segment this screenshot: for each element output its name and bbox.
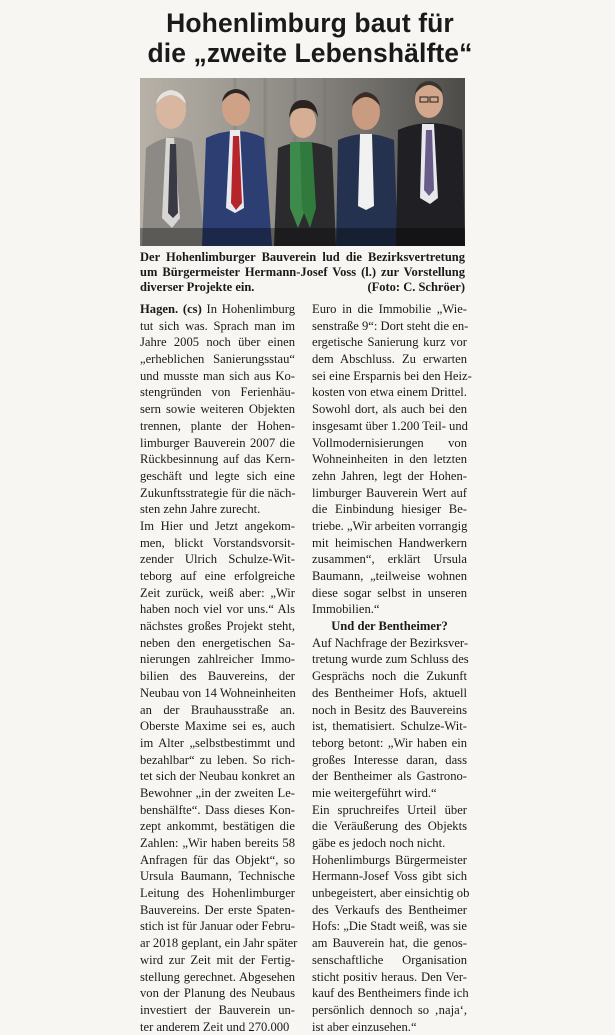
- article-line: und musste man sich aus Ko-: [140, 368, 295, 383]
- article-column-left: [140, 301, 298, 1035]
- article-line: gäbe es jedoch noch nicht.: [312, 836, 446, 850]
- article-line: tut sich was. Sprach man im: [140, 318, 295, 333]
- article-line: investiert der Bauverein un-: [140, 1002, 295, 1017]
- article-line: limburger Bauverein 2007 die: [140, 435, 295, 450]
- article-line: Bewohner „in der zweiten Le-: [140, 785, 295, 800]
- article-line: trennen, plante der Hohen-: [140, 418, 295, 433]
- article-line: Wohneinheiten in den letzten: [312, 452, 467, 467]
- article-line: sten zehn Jahre zurecht.: [140, 502, 261, 517]
- article-line: diese sogar selbst in unseren: [312, 585, 467, 600]
- article-line: Auf Nachfrage der Bezirksver-: [312, 635, 469, 650]
- caption-line-1: Der Hohenlimburger Bauverein lud die Bezirksvertretung: [140, 250, 465, 264]
- article-line-text: In Hohenlimburg: [201, 302, 295, 316]
- caption-line-2: um Bürgermeister Hermann-Josef Voss (l.) zur Vorstellung: [140, 265, 465, 279]
- article-line: teborg auf eine erfolgreiche: [140, 569, 295, 583]
- article-line: stellung gerechnet. Abgesehen: [140, 969, 295, 984]
- article-line: persönlich dennoch so ‚naja‘,: [312, 1002, 467, 1017]
- headline-line-1: Hohenlimburg baut für: [166, 8, 454, 38]
- article-line: sticht positiv heraus. Den Ver-: [312, 969, 467, 984]
- article-line: Ursula Baumann, Technische: [140, 869, 295, 884]
- article-line: Immobilien.“: [312, 602, 380, 617]
- article-line: „erheblichen Sanierungsstau“: [140, 352, 295, 367]
- article-line: bezahlbar“ zu leben. So rich-: [140, 752, 295, 767]
- article-line: mit heimischen Handwerkern: [312, 535, 467, 550]
- article-line: sern sowie weiteren Objekten: [140, 402, 295, 417]
- group-photo: [140, 78, 465, 246]
- article-line: [140, 301, 295, 318]
- article-line: senstraße 9“: Dort steht die en-: [312, 318, 469, 333]
- article-line: im Alter „selbstbestimmt und: [140, 735, 295, 750]
- article-line: Oberste Maxime sei es, auch: [140, 719, 295, 734]
- article-line: Jahre 2005 noch über einen: [140, 335, 295, 350]
- article-line: kauf des Bentheimers finde ich: [312, 986, 469, 1001]
- article-line: des Bentheimer Hofs, aktuell: [312, 685, 467, 700]
- article-line: von der Planung des Neubaus: [140, 986, 295, 1001]
- article-line: nächstes großes Projekt steht,: [140, 619, 295, 634]
- article-line: tet sich der Neubau konkret an: [140, 769, 295, 784]
- article-line: Zahlen: „Wir haben bereits 58: [140, 836, 295, 850]
- article-line: zept ankommt, bestätigen die: [140, 819, 295, 834]
- article-line: zender Ulrich Schulze-Wit-: [140, 552, 295, 567]
- article-line: men, blickt Vorstandsvorsit-: [140, 535, 295, 550]
- article-line: Neubau von 14 Wohneinheiten: [140, 685, 296, 700]
- article-line: benshälfte“. Dass dieses Kon-: [140, 802, 295, 817]
- article-line: Im Hier und Jetzt angekom-: [140, 518, 295, 533]
- article-line: mie weitergeführt wird.“: [312, 785, 437, 800]
- article-line: tretung wurde zum Schluss des: [312, 652, 469, 667]
- article-line: die Einbindung hiesiger Be-: [312, 502, 467, 517]
- article-line: ergetische Sanierung kurz vor: [312, 335, 467, 350]
- article-line: zehn Jahren, legt der Hohen-: [312, 468, 467, 483]
- photo-caption: [140, 250, 465, 295]
- article-line: kosten von etwa einem Drittel.: [312, 385, 467, 400]
- article-line: bilien des Bauvereins, der: [140, 669, 295, 684]
- article-line: der Bentheimer als Gastrono-: [312, 769, 467, 784]
- article-line: Hohenlimburgs Bürgermeister: [312, 852, 467, 867]
- article-line: ter anderem Zeit und 270.000: [140, 1019, 290, 1034]
- article-line: insgesamt über 1.200 Teil- und: [312, 418, 468, 433]
- article-line: am Bauverein hat, die genos-: [312, 936, 467, 951]
- article-line: Hofs: „Die Stadt weiß, was sie: [312, 919, 467, 934]
- article-subheading: Und der Bentheimer?: [331, 619, 448, 634]
- article-line: geschäft und legte sich eine: [140, 468, 295, 483]
- article-line: triebe. „Wir arbeiten vorrangig: [312, 518, 468, 533]
- headline-line-2: die „zweite Lebenshälfte“: [147, 38, 473, 68]
- article-line: sei eine Ersparnis bei den Heiz-: [312, 368, 472, 383]
- article-line: des Verkaufs des Bentheimer: [312, 902, 467, 917]
- article-line: ist, thematisiert. Schulze-Wit-: [312, 719, 467, 734]
- article-line: teborg betont: „Wir haben ein: [312, 735, 467, 750]
- article-dateline: Hagen. (cs): [140, 302, 202, 316]
- article-line: limburger Bauverein Wert auf: [312, 485, 467, 500]
- article-line: großes Interesse daran, dass: [312, 752, 467, 767]
- article-line: senschaftliche Organisation: [312, 952, 467, 967]
- article-line: Euro in die Immobilie „Wie-: [312, 302, 467, 316]
- article-headline: [130, 8, 490, 68]
- article-line: stengründen von Ferienhäu-: [140, 385, 295, 400]
- article-line: noch in Besitz des Bauvereins: [312, 702, 467, 717]
- article-line: Anfragen für das Objekt“, so: [140, 852, 295, 867]
- article-column-right: [312, 301, 472, 1035]
- article-line: Leitung des Hohenlimburger: [140, 886, 295, 901]
- article-line: neben den energetischen Sa-: [140, 635, 295, 650]
- article-line: dem Abschluss. Zu erwarten: [312, 352, 467, 367]
- article-line: stich ist für Januar oder Febru-: [140, 919, 295, 934]
- article-line: ist aber einzusehen.“: [312, 1019, 417, 1034]
- article-line: an der Brauhausstraße an.: [140, 702, 295, 717]
- caption-line-3: [140, 280, 465, 295]
- article-line: Vollmodernisierungen von: [312, 435, 467, 450]
- article-line: nierungen zahlreicher Immo-: [140, 652, 295, 667]
- photo-credit: (Foto: C. Schröer): [367, 280, 465, 294]
- article-line: Zeit zurück, weiß aber: „Wir: [140, 585, 295, 600]
- caption-line-3-text: diverser Projekte ein.: [140, 280, 255, 294]
- group-photo-image: [140, 78, 465, 246]
- article-line: Sowohl dort, als auch bei den: [312, 402, 467, 417]
- article-line: ar 2018 geplant, ein Jahr später: [140, 936, 298, 951]
- article-line: Baumann, „teilweise wohnen: [312, 569, 467, 583]
- article-line: Gesprächs noch die Zukunft: [312, 669, 467, 684]
- article-line: Bauvereins. Der erste Spaten-: [140, 902, 295, 917]
- article-line: Ein spruchreifes Urteil über: [312, 802, 467, 817]
- article-line: zusammen“, erklärt Ursula: [312, 552, 467, 567]
- article-line: Hermann-Josef Voss gibt sich: [312, 869, 467, 884]
- article-line: Rückbesinnung auf das Kern-: [140, 452, 295, 467]
- article-line: wird zur Zeit mit der Fertig-: [140, 952, 295, 967]
- article-line: unbegeistert, aber einsichtig ob: [312, 886, 470, 901]
- article-line: Zukunftsstrategie für die näch-: [140, 485, 296, 500]
- article-line: haben noch viel vor uns.“ Als: [140, 602, 295, 617]
- article-line: die Veräußerung des Objekts: [312, 819, 467, 834]
